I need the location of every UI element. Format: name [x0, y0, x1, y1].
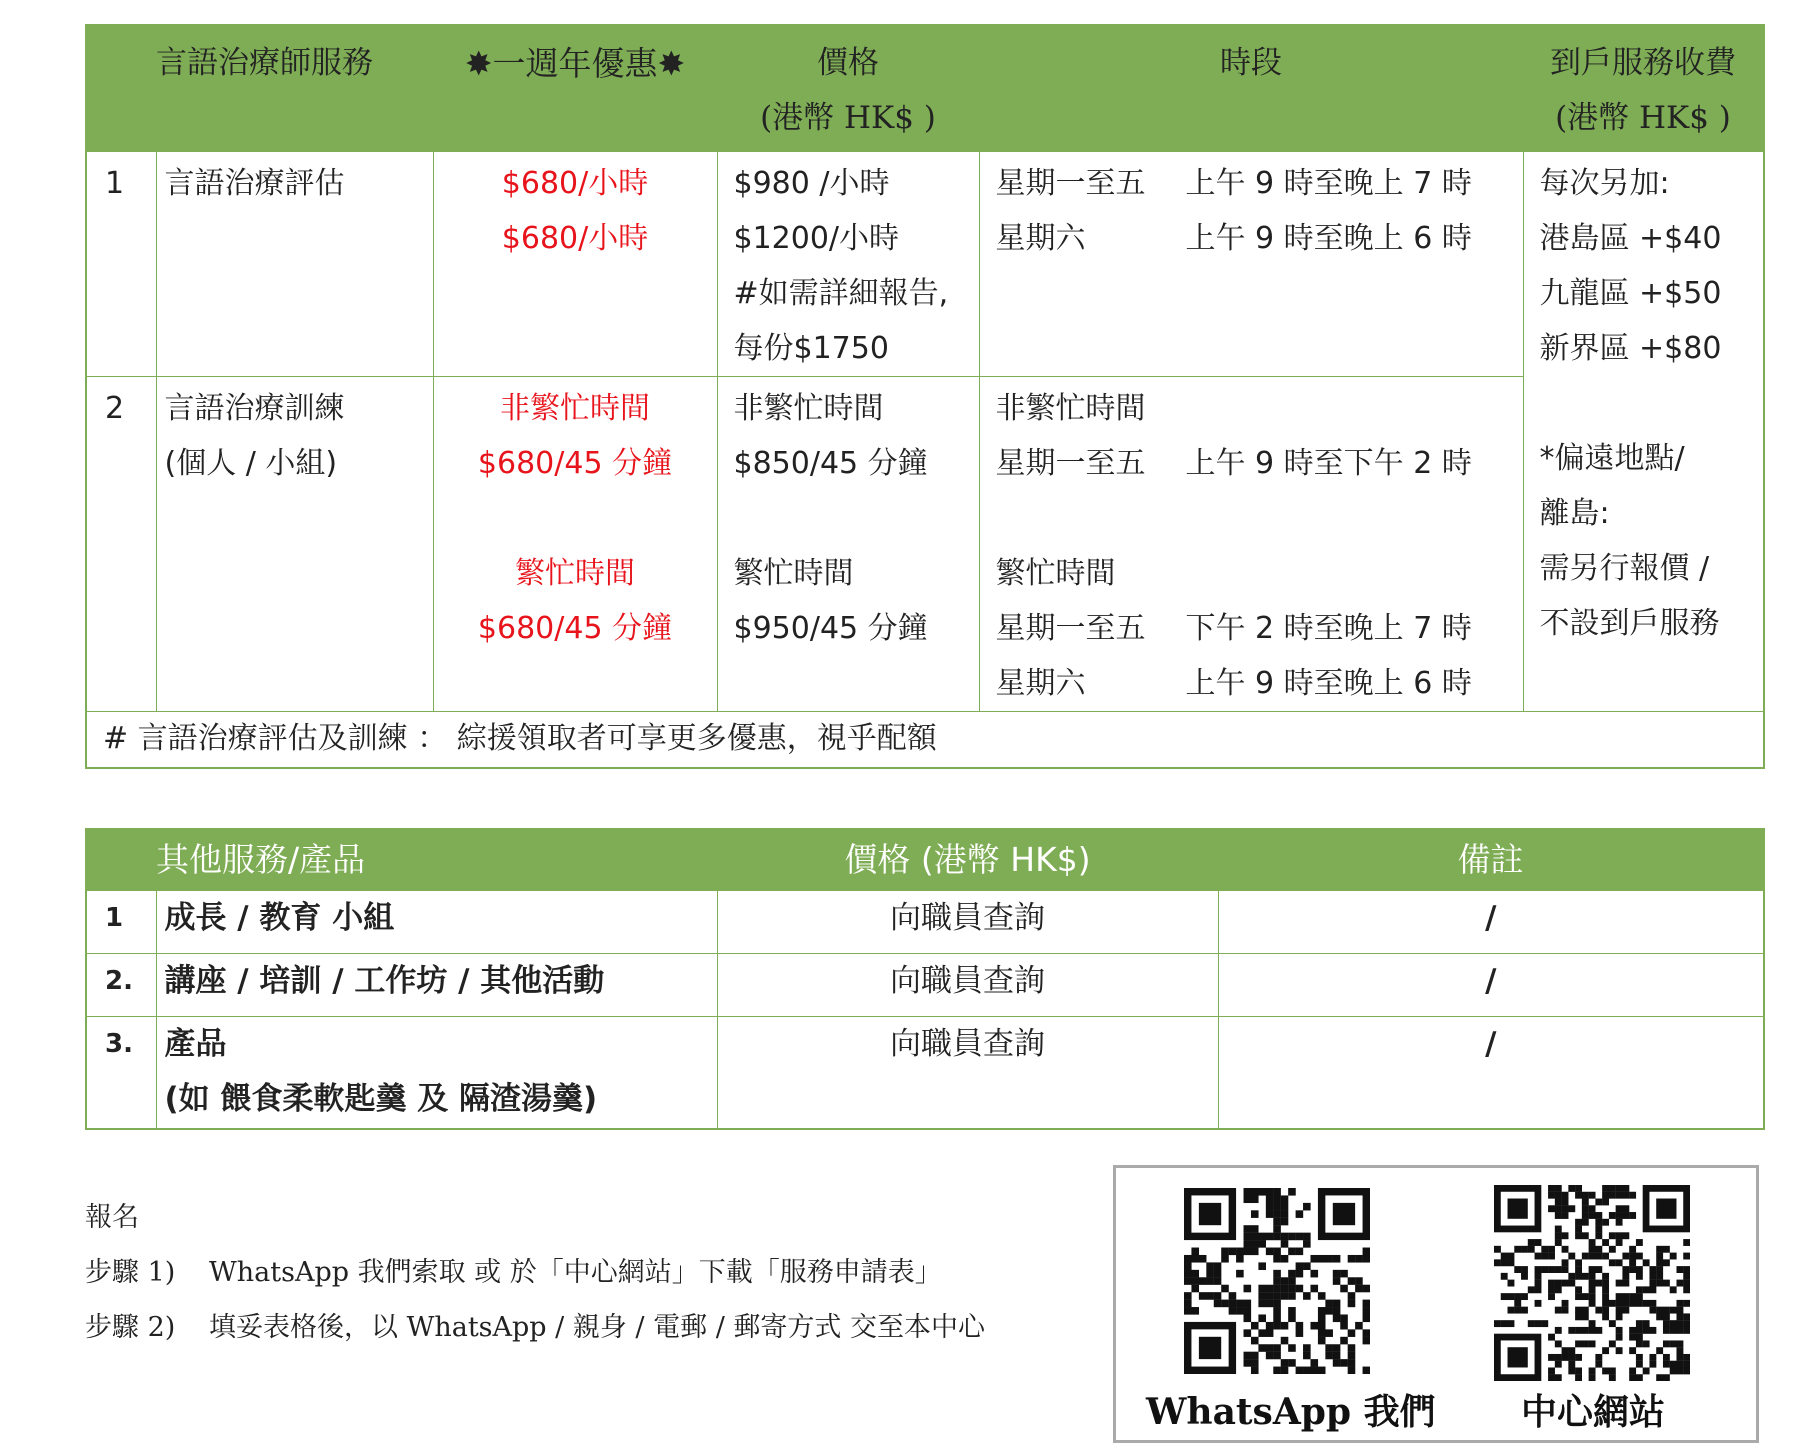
other-services-table [85, 828, 1765, 1130]
registration-step-1: 步驟 1) WhatsApp 我們索取 或 於「中心網站」下載「服務申請表」 [85, 1257, 942, 1288]
service-name: 產品 (如 餵食柔軟匙羹 及 隔渣湯羹) [156, 1017, 717, 1129]
time-slot: 星期一至五 上午 9 時至晚上 7 時 星期六 上午 9 時至晚上 6 時 [979, 152, 1523, 377]
registration-title: 報名 [85, 1202, 139, 1233]
website-qr-code-icon[interactable] [1494, 1185, 1690, 1381]
regular-price: $980 /小時 $1200/小時 #如需詳細報告, 每份$1750 [717, 152, 979, 377]
table-row [86, 891, 1764, 954]
row-number: 1 [86, 891, 156, 954]
table-header-row [86, 829, 1764, 891]
header-home-fee: 到戶服務收費 (港幣 HK$ ) [1523, 25, 1764, 152]
whatsapp-qr-code-icon[interactable] [1184, 1188, 1370, 1374]
table-row [86, 377, 1764, 712]
header-price: 價格 (港幣 HK$) [717, 829, 1218, 891]
header-num [86, 829, 156, 891]
remark: / [1218, 954, 1764, 1017]
promo-price: $680/小時 $680/小時 [433, 152, 717, 377]
row-number: 1 [86, 152, 156, 377]
row-number: 3. [86, 1017, 156, 1129]
remark: / [1218, 891, 1764, 954]
regular-price: 非繁忙時間 $850/45 分鐘 繁忙時間 $950/45 分鐘 [717, 377, 979, 712]
row-number: 2 [86, 377, 156, 712]
promo-price: 非繁忙時間 $680/45 分鐘 繁忙時間 $680/45 分鐘 [433, 377, 717, 712]
header-service: 言語治療師服務 [156, 25, 433, 152]
header-price: 價格 (港幣 HK$ ) [717, 25, 979, 152]
remark: / [1218, 1017, 1764, 1129]
header-num [86, 25, 156, 152]
website-qr-label: 中心網站 [1521, 1391, 1666, 1433]
price-note: 向職員查詢 [717, 954, 1218, 1017]
table-row [86, 1017, 1764, 1129]
footnote-row [86, 712, 1764, 768]
service-name: 講座 / 培訓 / 工作坊 / 其他活動 [156, 954, 717, 1017]
header-promo: ✸一週年優惠✸ [433, 25, 717, 152]
service-name: 言語治療訓練 (個人 / 小組) [156, 377, 433, 712]
table-header-row [86, 25, 1764, 152]
registration-section [85, 1190, 985, 1355]
qr-code-panel [1113, 1165, 1759, 1443]
service-name: 成長 / 教育 小組 [156, 891, 717, 954]
header-service: 其他服務/產品 [156, 829, 717, 891]
table-row [86, 954, 1764, 1017]
registration-step-2: 步驟 2) 填妥表格後，以 WhatsApp / 親身 / 電郵 / 郵寄方式 交至本中心 [85, 1312, 985, 1343]
table-row [86, 152, 1764, 377]
price-note: 向職員查詢 [717, 891, 1218, 954]
header-remark: 備註 [1218, 829, 1764, 891]
service-price-table [85, 24, 1765, 769]
price-note: 向職員查詢 [717, 1017, 1218, 1129]
home-service-fee: 每次另加: 港島區 +$40 九龍區 +$50 新界區 +$80 *偏遠地點/ 離島: 需另行報價 / 不設到戶服務 [1523, 152, 1764, 712]
whatsapp-qr-label: WhatsApp 我們 [1146, 1391, 1436, 1433]
row-number: 2. [86, 954, 156, 1017]
service-name: 言語治療評估 [156, 152, 433, 377]
header-time: 時段 [979, 25, 1523, 152]
footnote: # 言語治療評估及訓練 ： 綜援領取者可享更多優惠，視乎配額 [86, 712, 1764, 768]
time-slot: 非繁忙時間 星期一至五 上午 9 時至下午 2 時 繁忙時間 星期一至五 下午 2 時至晚上 7 時 星期六 上午 9 時至晚上 6 時 [979, 377, 1523, 712]
